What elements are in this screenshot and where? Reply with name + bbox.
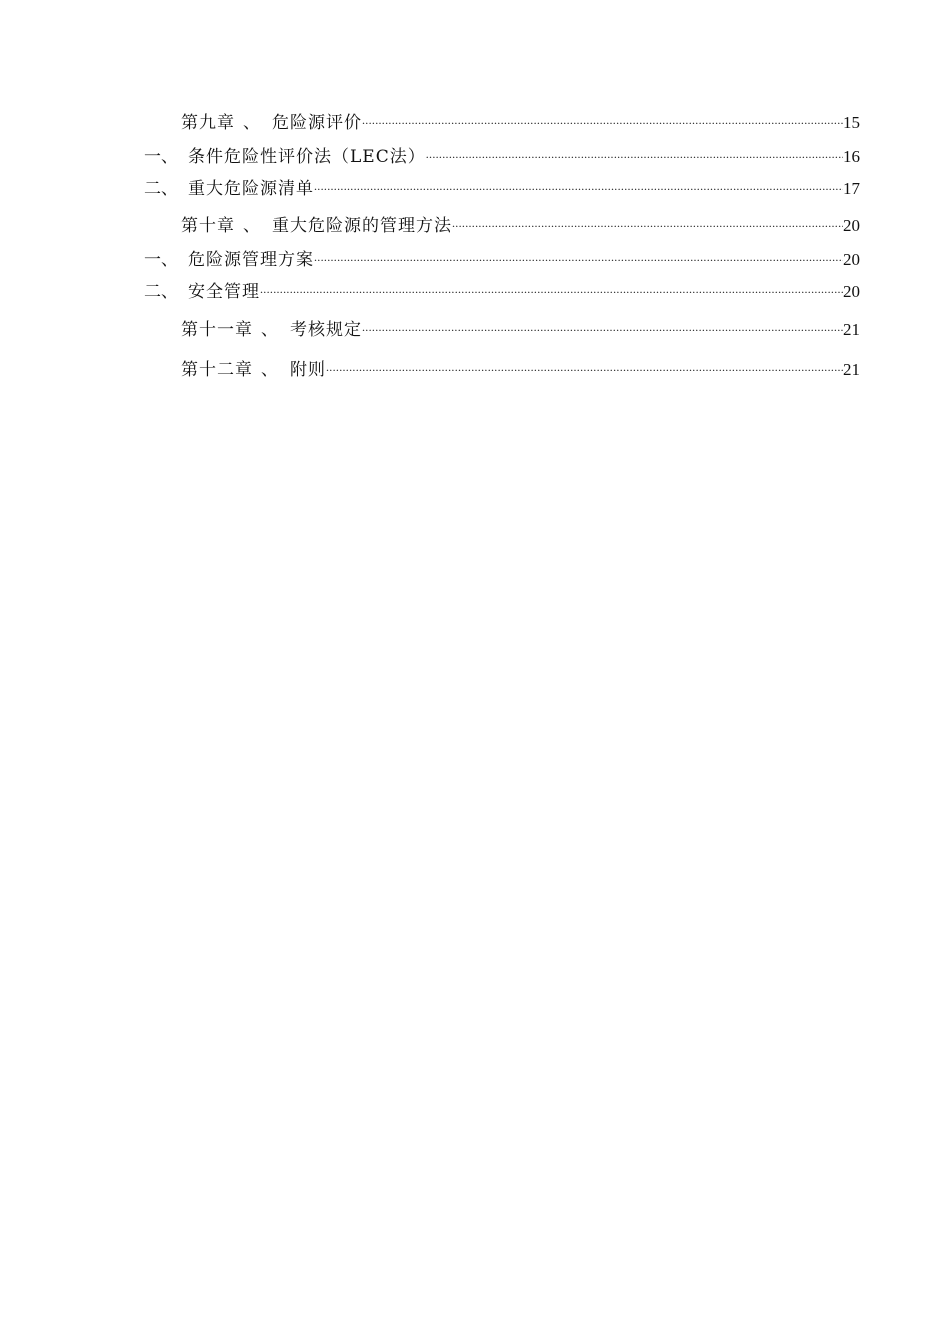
toc-dot-leader [314,241,843,265]
toc-entry-title: 重大危险源清单 [188,179,314,199]
toc-page-number: 16 [843,147,860,166]
toc-entry-title: 危险源管理方案 [188,250,314,270]
toc-entry-chapter-12[interactable] [181,351,860,380]
toc-entry-chapter-10[interactable] [181,207,860,236]
toc-entry-section-major-hazard-list[interactable] [144,170,860,199]
toc-separator: 、 [261,360,278,380]
toc-dot-leader [260,273,843,297]
toc-dot-leader [452,207,843,231]
toc-separator: 、 [243,216,260,236]
toc-dot-leader [362,104,843,128]
toc-page-number: 20 [843,282,860,301]
toc-section-number: 二、 [144,179,178,199]
toc-page-number: 20 [843,250,860,269]
toc-chapter-number: 第九章 [181,113,235,133]
toc-chapter-number: 第十章 [181,216,235,236]
toc-page-number: 17 [843,179,860,198]
toc-entry-title: 重大危险源的管理方法 [272,216,452,236]
toc-page-number: 20 [843,216,860,235]
toc-dot-leader [326,351,843,375]
toc-entry-title: 安全管理 [188,282,260,302]
toc-dot-leader [362,311,843,335]
toc-entry-title: 条件危险性评价法（LEC法） [188,147,426,167]
toc-entry-section-lec[interactable] [144,138,860,167]
toc-entry-chapter-9[interactable] [181,104,860,133]
toc-dot-leader [426,138,843,162]
toc-section-number: 一、 [144,250,178,270]
toc-entry-section-management-plan[interactable] [144,241,860,270]
toc-entry-section-safety-management[interactable] [144,273,860,302]
toc-entry-chapter-11[interactable] [181,311,860,340]
toc-entry-title: 考核规定 [290,320,362,340]
toc-separator: 、 [261,320,278,340]
toc-entry-title: 附则 [290,360,326,380]
toc-dot-leader [314,170,843,194]
toc-chapter-number: 第十二章 [181,360,253,380]
toc-separator: 、 [243,113,260,133]
toc-chapter-number: 第十一章 [181,320,253,340]
toc-section-number: 二、 [144,282,178,302]
toc-page-number: 21 [843,360,860,379]
toc-page-number: 15 [843,113,860,132]
toc-page-number: 21 [843,320,860,339]
toc-entry-title: 危险源评价 [272,113,362,133]
toc-section-number: 一、 [144,147,178,167]
